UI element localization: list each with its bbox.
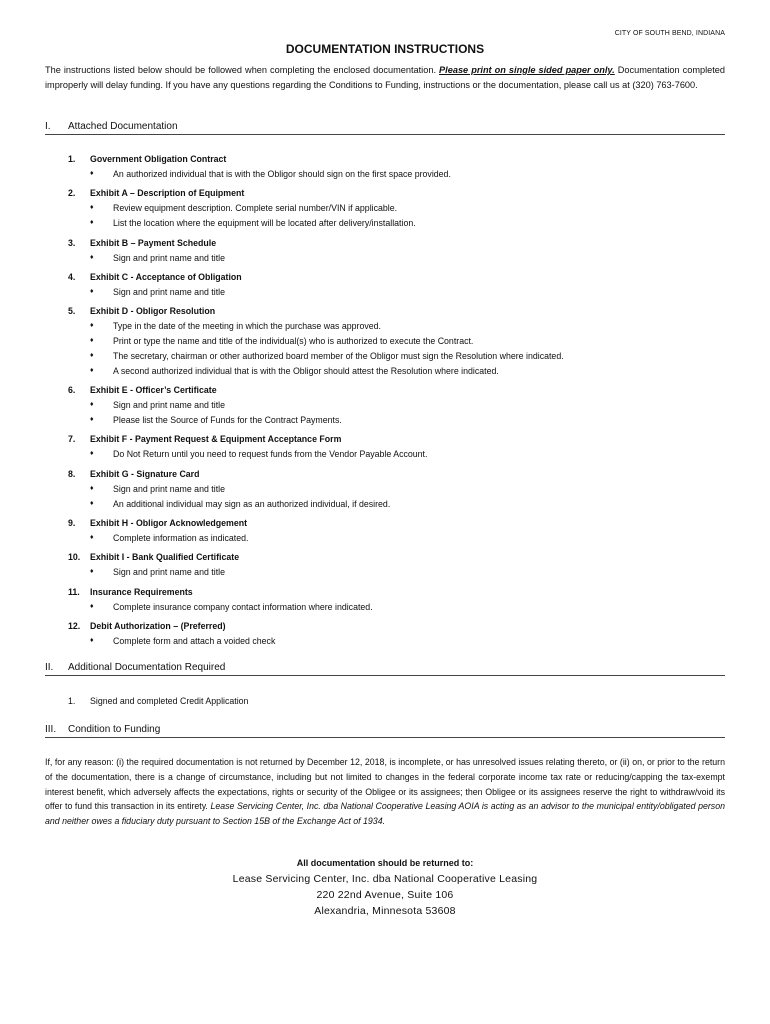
item-number: 6. (68, 385, 76, 396)
item-title-text: Exhibit H - Obligor Acknowledgement (90, 517, 248, 528)
item-number: 8. (68, 468, 76, 479)
list-item (68, 186, 728, 235)
diamond-bullet-icon: ♦ (90, 253, 94, 261)
item-title-text: Exhibit A – Description of Equipment (90, 188, 245, 199)
item-title (68, 152, 728, 167)
intro-text: The instructions listed below should be followed when completing the enclosed documentation. (45, 65, 440, 75)
bullet-text: An authorized individual that is with the Obligor should sign on the first space provided. (113, 169, 451, 179)
item-title-text: Exhibit G - Signature Card (90, 468, 200, 479)
bullet-text: An additional individual may sign as an authorized individual, if desired. (113, 498, 391, 509)
list-item (68, 383, 728, 432)
list-item (68, 467, 728, 516)
section-heading-condition (45, 724, 725, 738)
bullet-text: Please list the Source of Funds for the Contract Payments. (113, 414, 342, 425)
list-item (68, 304, 728, 383)
intro-text-after: Documentation completed improperly will delay funding. If you have any questions regarding the Conditions to Funding, instructions or the documentation, please call us at (320) 763-7600. (45, 65, 726, 90)
diamond-bullet-icon: ♦ (90, 637, 94, 645)
item-number: 3. (68, 237, 76, 248)
diamond-bullet-icon: ♦ (90, 351, 94, 359)
item-title (68, 585, 728, 600)
item-title-text: Exhibit B – Payment Schedule (90, 237, 217, 248)
list-item (68, 236, 728, 270)
bullet-text: Complete form and attach a voided check (113, 636, 276, 647)
list-item (68, 550, 728, 584)
bullet-item (68, 447, 728, 462)
return-address-block (0, 855, 770, 919)
item-number: 7. (68, 434, 76, 445)
item-title (68, 304, 728, 319)
item-number: 1. (68, 696, 76, 706)
list-item (68, 516, 728, 550)
section-heading-additional (45, 662, 725, 676)
item-title (68, 550, 728, 565)
bullet-item (68, 349, 728, 364)
diamond-bullet-icon: ♦ (90, 204, 94, 212)
section-number: III. (45, 724, 57, 735)
condition-text: If, for any reason: (i) the required documentation is not returned by December 12, 2018, is incomplete, or has unresolved issues relating thereto, or (ii) on, or prior to the return of the documentation, there is a change of circumstance, including but not limited to changes in the federal corporate income tax rate or reducing/capping the tax-exempt interest benefit, which adversely affects the expectations, rights or security of the Obligee or its assignees; then Obligee or its assignees reserve the right to withdraw/void its offer to fund this transaction in its entirety. (45, 757, 725, 812)
item-title-text: Government Obligation Contract (90, 154, 227, 164)
bullet-text: Sign and print name and title (113, 567, 225, 578)
item-text: Signed and completed Credit Application (90, 696, 249, 706)
bullet-item (68, 285, 728, 300)
diamond-bullet-icon: ♦ (90, 366, 94, 374)
bullet-item (68, 634, 728, 649)
bullet-item (68, 364, 728, 379)
diamond-bullet-icon: ♦ (90, 287, 94, 295)
item-title (68, 432, 728, 447)
section-number: II. (45, 662, 54, 673)
diamond-bullet-icon: ♦ (90, 568, 94, 576)
section-title: Attached Documentation (68, 121, 178, 132)
item-number: 10. (68, 552, 81, 563)
item-title-text: Exhibit I - Bank Qualified Certificate (90, 552, 240, 563)
diamond-bullet-icon: ♦ (90, 415, 94, 423)
attached-documentation-list (68, 152, 728, 653)
list-item (68, 694, 728, 709)
item-number: 9. (68, 517, 76, 528)
item-number: 1. (68, 154, 76, 164)
section-title: Condition to Funding (68, 724, 161, 735)
item-title-text: Exhibit C - Acceptance of Obligation (90, 271, 242, 282)
bullet-item (68, 201, 728, 216)
diamond-bullet-icon: ♦ (90, 602, 94, 610)
bullet-text: Do Not Return until you need to request funds from the Vendor Payable Account. (113, 449, 428, 460)
return-city: Alexandria, Minnesota 53608 (314, 905, 456, 917)
intro-emphasis: Please print on single sided paper only. (439, 65, 615, 75)
bullet-item (68, 398, 728, 413)
return-company: Lease Servicing Center, Inc. dba National Cooperative Leasing (232, 873, 538, 885)
bullet-item (68, 251, 728, 266)
bullet-item (68, 482, 728, 497)
diamond-bullet-icon: ♦ (90, 322, 94, 330)
list-item (68, 585, 728, 619)
bullet-item (68, 216, 728, 231)
item-title (68, 467, 728, 482)
bullet-item (68, 497, 728, 512)
item-title (68, 516, 728, 531)
bullet-item (68, 319, 728, 334)
item-title-text: Exhibit F - Payment Request & Equipment Acceptance Form (90, 434, 342, 445)
item-number: 2. (68, 188, 76, 199)
city-label: CITY OF SOUTH BEND, INDIANA (614, 30, 725, 37)
return-street: 220 22nd Avenue, Suite 106 (316, 889, 454, 901)
bullet-text: The secretary, chairman or other authorized board member of the Obligor must sign the Resolution where indicated. (113, 350, 564, 361)
bullet-item (68, 334, 728, 349)
diamond-bullet-icon: ♦ (90, 219, 94, 227)
diamond-bullet-icon: ♦ (90, 450, 94, 458)
list-item (68, 270, 728, 304)
bullet-text: Review equipment description. Complete serial number/VIN if applicable. (113, 203, 398, 214)
section-title: Additional Documentation Required (68, 662, 226, 673)
bullet-text: Sign and print name and title (113, 286, 225, 297)
bullet-text: Type in the date of the meeting in which the purchase was approved. (113, 321, 381, 332)
diamond-bullet-icon: ♦ (90, 401, 94, 409)
item-title (68, 186, 728, 201)
bullet-text: Sign and print name and title (113, 252, 225, 263)
diamond-bullet-icon: ♦ (90, 499, 94, 507)
item-title (68, 383, 728, 398)
diamond-bullet-icon: ♦ (90, 170, 94, 177)
bullet-text: List the location where the equipment will be located after delivery/installation. (113, 218, 416, 229)
item-number: 4. (68, 271, 76, 282)
section-number: I. (45, 121, 51, 132)
bullet-item (68, 531, 728, 546)
list-item (68, 152, 728, 186)
item-number: 12. (68, 621, 81, 632)
item-spacer (68, 649, 728, 654)
item-title (68, 619, 728, 634)
diamond-bullet-icon: ♦ (90, 533, 94, 541)
item-title-text: Exhibit D - Obligor Resolution (90, 306, 216, 317)
return-heading: All documentation should be returned to: (296, 858, 474, 868)
list-item (68, 619, 728, 653)
condition-paragraph (45, 755, 725, 829)
item-title (68, 270, 728, 285)
bullet-text: Complete insurance company contact information where indicated. (113, 601, 373, 612)
bullet-item (68, 167, 728, 182)
item-title (68, 236, 728, 251)
page-title: DOCUMENTATION INSTRUCTIONS (285, 42, 485, 56)
bullet-text: Print or type the name and title of the individual(s) who is authorized to execute the Contract. (113, 336, 474, 347)
item-title-text: Exhibit E - Officer’s Certificate (90, 385, 217, 396)
bullet-text: A second authorized individual that is with the Obligor should attest the Resolution where indicated. (113, 365, 499, 376)
bullet-text: Sign and print name and title (113, 483, 225, 494)
diamond-bullet-icon: ♦ (90, 484, 94, 492)
item-title-text: Insurance Requirements (90, 586, 193, 597)
bullet-item (68, 413, 728, 428)
item-number: 11. (68, 586, 80, 597)
section-heading-attached (45, 121, 725, 135)
bullet-text: Complete information as indicated. (113, 532, 249, 543)
bullet-item (68, 565, 728, 580)
bullet-item (68, 600, 728, 615)
item-number: 5. (68, 306, 76, 317)
intro-paragraph (45, 63, 725, 92)
item-title-text: Debit Authorization – (Preferred) (90, 621, 226, 632)
additional-documentation-list (68, 694, 728, 709)
diamond-bullet-icon: ♦ (90, 337, 94, 345)
list-item (68, 432, 728, 466)
bullet-text: Sign and print name and title (113, 400, 225, 411)
condition-italic: Lease Servicing Center, Inc. dba National Cooperative Leasing AOIA is acting as an advisor to the municipal entity/obligated person and neither owes a fiduciary duty pursuant to Section 15B of the Exchange Act of 1934. (45, 801, 725, 827)
